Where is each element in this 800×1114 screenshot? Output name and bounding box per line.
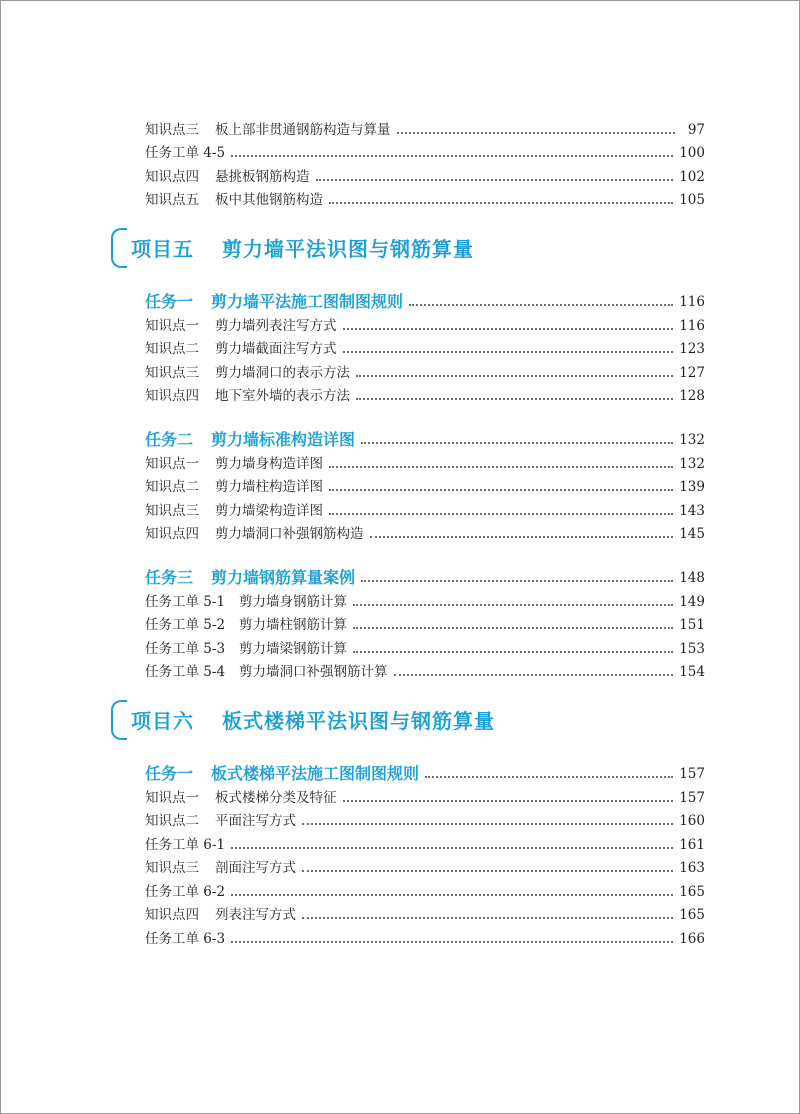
dot-leader — [231, 847, 673, 849]
dot-leader — [353, 651, 673, 653]
dot-leader — [397, 132, 676, 134]
page-number: 165 — [679, 907, 705, 923]
entry-title: 剪力墙柱构造详图 — [215, 479, 323, 495]
dot-leader — [302, 870, 673, 872]
toc-entry[interactable] — [145, 782, 705, 806]
worksheet-entry[interactable] — [145, 610, 705, 634]
entry-label: 知识点三 — [145, 860, 199, 876]
task-label: 任务一 — [145, 292, 194, 311]
entry-label: 知识点五 — [145, 192, 199, 208]
project-title: 板式楼梯平法识图与钢筋算量 — [222, 708, 495, 733]
bracket-ornament — [111, 228, 127, 268]
entry-label: 知识点四 — [145, 388, 199, 404]
entry-title: 板中其他钢筋构造 — [215, 192, 323, 208]
toc-entry[interactable] — [145, 519, 705, 543]
dot-leader — [353, 627, 673, 629]
page-number: 100 — [679, 145, 705, 161]
entry-label: 知识点二 — [145, 341, 199, 357]
worksheet-entry[interactable] — [145, 657, 705, 681]
entry-title: 剪力墙列表注写方式 — [215, 317, 337, 334]
entry-label: 知识点四 — [145, 526, 199, 542]
entry-title: 剪力墙梁构造详图 — [215, 502, 323, 519]
dot-leader — [231, 155, 673, 157]
dot-leader — [425, 776, 673, 778]
page-number: 116 — [679, 294, 705, 310]
page-number: 132 — [679, 455, 705, 472]
toc-entry[interactable] — [145, 357, 705, 381]
page-number: 154 — [679, 664, 705, 680]
entry-title: 地下室外墙的表示方法 — [215, 388, 350, 404]
task-title: 剪力墙平法施工图制图规则 — [211, 292, 404, 311]
toc-entry[interactable] — [145, 876, 705, 900]
entry-label: 知识点一 — [145, 317, 199, 334]
entry-title: 剪力墙洞口的表示方法 — [215, 364, 350, 381]
dot-leader — [356, 398, 673, 400]
entry-label: 任务工单 6-3 — [145, 930, 226, 947]
toc-entry[interactable] — [145, 448, 705, 472]
page-number: 157 — [679, 789, 705, 806]
dot-leader — [343, 351, 674, 353]
entry-label: 任务工单 5-1 — [145, 593, 226, 610]
dot-leader — [302, 917, 673, 919]
page-number: 161 — [679, 836, 705, 853]
page-number: 132 — [679, 432, 705, 448]
page-number: 143 — [679, 502, 705, 519]
entry-title: 剪力墙截面注写方式 — [215, 341, 337, 357]
toc-entry[interactable] — [145, 161, 705, 185]
task-entry[interactable] — [145, 560, 705, 586]
page-number: 160 — [679, 813, 705, 829]
page-number: 123 — [679, 341, 705, 357]
page-number: 153 — [679, 640, 705, 657]
toc-entry[interactable] — [145, 138, 705, 162]
task-title: 剪力墙标准构造详图 — [211, 430, 356, 449]
dot-leader — [329, 513, 673, 515]
page-number: 149 — [679, 593, 705, 610]
toc-entry[interactable] — [145, 310, 705, 334]
dot-leader — [231, 894, 673, 896]
dot-leader — [361, 442, 673, 444]
page-number: 102 — [679, 168, 705, 185]
toc-entry[interactable] — [145, 185, 705, 209]
toc-entry[interactable] — [145, 900, 705, 924]
page-number: 165 — [679, 883, 705, 900]
dot-leader — [356, 375, 673, 377]
entry-title: 悬挑板钢筋构造 — [215, 168, 310, 185]
entry-label: 任务工单 6-2 — [145, 883, 226, 900]
dot-leader — [231, 941, 673, 943]
dot-leader — [394, 674, 674, 676]
entry-title: 列表注写方式 — [215, 907, 296, 923]
entry-title: 剪力墙梁钢筋计算 — [239, 640, 348, 657]
table-of-contents — [131, 114, 705, 947]
task-label: 任务三 — [145, 568, 194, 587]
entry-title: 剪力墙身钢筋计算 — [239, 593, 348, 610]
page-number: 139 — [679, 479, 705, 495]
dot-leader — [353, 604, 673, 606]
entry-title: 剪力墙柱钢筋计算 — [239, 617, 348, 633]
entry-label: 知识点二 — [145, 479, 199, 495]
page-number: 151 — [679, 617, 705, 633]
entry-label: 知识点三 — [145, 121, 199, 138]
toc-entry[interactable] — [145, 923, 705, 947]
page-number: 145 — [679, 526, 705, 542]
entry-title: 板上部非贯通钢筋构造与算量 — [215, 121, 391, 138]
dot-leader — [409, 304, 673, 306]
dot-leader — [329, 202, 673, 204]
page-number: 163 — [679, 860, 705, 876]
entry-label: 知识点三 — [145, 502, 199, 519]
toc-entry[interactable] — [145, 334, 705, 358]
toc-entry[interactable] — [145, 829, 705, 853]
entry-label: 任务工单 4-5 — [145, 145, 226, 161]
page-number: 157 — [679, 766, 705, 782]
toc-entry[interactable] — [145, 472, 705, 496]
entry-label: 知识点四 — [145, 168, 199, 185]
toc-entry[interactable] — [145, 853, 705, 877]
entry-title: 平面注写方式 — [215, 813, 296, 829]
entry-title: 剪力墙身构造详图 — [215, 455, 323, 472]
dot-leader — [370, 536, 674, 538]
page-number: 128 — [679, 388, 705, 404]
entry-label: 知识点二 — [145, 813, 199, 829]
project-heading[interactable] — [115, 700, 705, 738]
entry-label: 任务工单 5-4 — [145, 664, 226, 680]
task-entry[interactable] — [145, 756, 705, 782]
dot-leader — [343, 328, 674, 330]
dot-leader — [316, 179, 674, 181]
page-number: 105 — [679, 192, 705, 208]
project-title: 剪力墙平法识图与钢筋算量 — [222, 236, 474, 261]
task-label: 任务一 — [145, 764, 194, 783]
task-label: 任务二 — [145, 430, 194, 449]
bracket-ornament — [111, 700, 127, 740]
page-number: 116 — [679, 317, 705, 334]
dot-leader — [343, 800, 674, 802]
entry-title: 剖面注写方式 — [215, 860, 296, 876]
project-number: 项目六 — [131, 708, 194, 733]
project-number: 项目五 — [131, 236, 194, 261]
toc-entry[interactable] — [145, 806, 705, 830]
task-entry[interactable] — [145, 284, 705, 310]
worksheet-entry[interactable] — [145, 586, 705, 610]
entry-label: 任务工单 6-1 — [145, 836, 226, 853]
entry-label: 任务工单 5-2 — [145, 617, 226, 633]
page-number: 166 — [679, 930, 705, 947]
task-title: 板式楼梯平法施工图制图规则 — [211, 764, 420, 783]
toc-entry[interactable] — [145, 381, 705, 405]
task-title: 剪力墙钢筋算量案例 — [211, 568, 356, 587]
worksheet-entry[interactable] — [145, 633, 705, 657]
dot-leader — [302, 823, 673, 825]
entry-label: 知识点一 — [145, 789, 199, 806]
entry-label: 知识点四 — [145, 907, 199, 923]
entry-title: 剪力墙洞口补强钢筋计算 — [239, 664, 388, 680]
project-heading[interactable] — [115, 228, 705, 266]
page-number: 127 — [679, 364, 705, 381]
dot-leader — [361, 580, 673, 582]
page-number: 148 — [679, 570, 705, 586]
page-number: 97 — [687, 121, 705, 138]
dot-leader — [329, 489, 673, 491]
entry-title: 剪力墙洞口补强钢筋构造 — [215, 526, 364, 542]
entry-label: 知识点一 — [145, 455, 199, 472]
entry-label: 知识点三 — [145, 364, 199, 381]
toc-entry[interactable] — [145, 495, 705, 519]
entry-title: 板式楼梯分类及特征 — [215, 789, 337, 806]
entry-label: 任务工单 5-3 — [145, 640, 226, 657]
task-entry[interactable] — [145, 422, 705, 448]
dot-leader — [329, 466, 673, 468]
toc-entry[interactable] — [145, 114, 705, 138]
